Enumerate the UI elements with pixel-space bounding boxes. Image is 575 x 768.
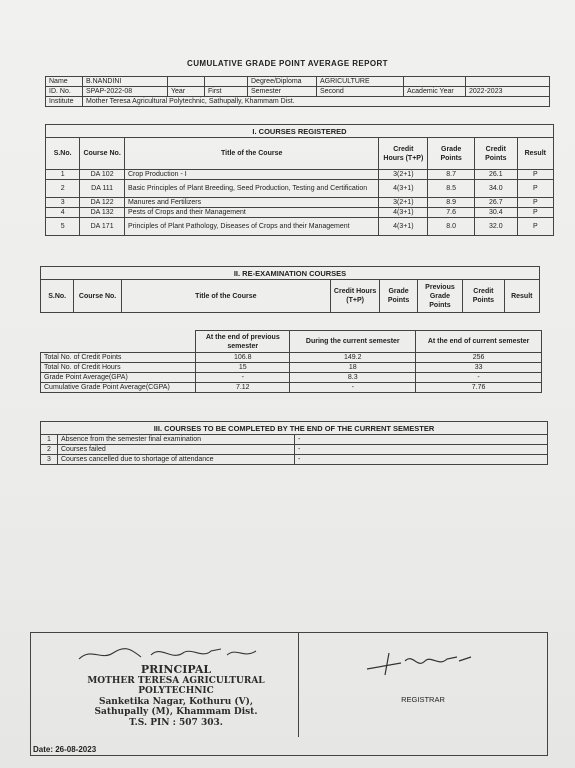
- to-complete-title: III. COURSES TO BE COMPLETED BY THE END OF THE CURRENT SEMESTER: [41, 422, 548, 435]
- principal-stamp: PRINCIPAL MOTHER TERESA AGRICULTURAL POLYTECHNIC Sanketika Nagar, Kothuru (V), Sathupally (M), Khammam Dist. T.S. PIN : 507 303.: [87, 663, 265, 728]
- year-label: Year: [168, 87, 205, 97]
- report-title: CUMULATIVE GRADE POINT AVERAGE REPORT: [187, 59, 388, 68]
- semester-label: Semester: [248, 87, 317, 97]
- academic-year-value: 2022-2023: [466, 87, 550, 97]
- registrar-label: REGISTRAR: [401, 695, 445, 704]
- col-credit-points: Credit Points: [475, 138, 518, 170]
- year-value: First: [205, 87, 248, 97]
- table-row: 5 DA 171 Principles of Plant Pathology, Diseases of Crops and their Management 4(3+1) 8.0 32.0 P: [46, 218, 554, 236]
- re-exam-title: II. RE-EXAMINATION COURSES: [41, 267, 540, 280]
- student-info-table: [45, 76, 550, 107]
- courses-registered-title: I. COURSES REGISTERED: [46, 125, 554, 138]
- summary-table: At the end of previous semester During the current semester At the end of current semester Total No. of Credit Points 106.8 149.2 256 Total No. of Credit Hours 15 18 33 Grade Point Average(GPA) - 8.3 - Cumulative Grade Point Average(CGPA) 7.12 - 7.76: [40, 330, 542, 393]
- col-grade-points: Grade Points: [428, 138, 475, 170]
- col-result: Result: [517, 138, 553, 170]
- id-label: ID. No.: [46, 87, 83, 97]
- academic-year-label: Academic Year: [404, 87, 466, 97]
- principal-section: [31, 633, 299, 737]
- table-row: 4 DA 132 Pests of Crops and their Management 4(3+1) 7.6 30.4 P: [46, 208, 554, 218]
- registrar-signature: [361, 649, 481, 679]
- table-row: 2 Courses failed -: [41, 445, 548, 455]
- to-complete-table: [40, 421, 548, 465]
- degree-label: Degree/Diploma: [248, 77, 317, 87]
- col-sno: S.No.: [46, 138, 80, 170]
- report-date: Date: 26-08-2023: [33, 745, 97, 754]
- courses-registered-table: [45, 124, 554, 236]
- re-exam-table: II. RE-EXAMINATION COURSES S.No. Course No. Title of the Course Credit Hours (T+P) Grade Points Previous Grade Points Credit Points Result: [40, 266, 540, 313]
- name-value: B.NANDINI: [83, 77, 168, 87]
- name-label: Name: [46, 77, 83, 87]
- table-row: Total No. of Credit Hours 15 18 33: [41, 363, 542, 373]
- signature-box: [30, 632, 548, 756]
- table-row: 3 Courses cancelled due to shortage of attendance -: [41, 455, 548, 465]
- col-credit-hours: Credit Hours (T+P): [379, 138, 428, 170]
- institute-value: Mother Teresa Agricultural Polytechnic, Sathupally, Khammam Dist.: [83, 97, 550, 107]
- id-value: SPAP-2022-08: [83, 87, 168, 97]
- degree-value: AGRICULTURE: [317, 77, 404, 87]
- col-title: Title of the Course: [124, 138, 379, 170]
- table-row: 3 DA 122 Manures and Fertilizers 3(2+1) 8.9 26.7 P: [46, 198, 554, 208]
- institute-label: Institute: [46, 97, 83, 107]
- table-row: 1 DA 102 Crop Production - I 3(2+1) 8.7 26.1 P: [46, 170, 554, 180]
- table-row: Total No. of Credit Points 106.8 149.2 256: [41, 353, 542, 363]
- table-row: 1 Absence from the semester final examination -: [41, 435, 548, 445]
- table-row: Grade Point Average(GPA) - 8.3 -: [41, 373, 542, 383]
- semester-value: Second: [317, 87, 404, 97]
- registrar-section: [299, 633, 547, 737]
- table-row: 2 DA 111 Basic Principles of Plant Breeding, Seed Production, Testing and Certification 4(3+1) 8.5 34.0 P: [46, 180, 554, 198]
- col-course-no: Course No.: [80, 138, 125, 170]
- table-row: Cumulative Grade Point Average(CGPA) 7.12 - 7.76: [41, 383, 542, 393]
